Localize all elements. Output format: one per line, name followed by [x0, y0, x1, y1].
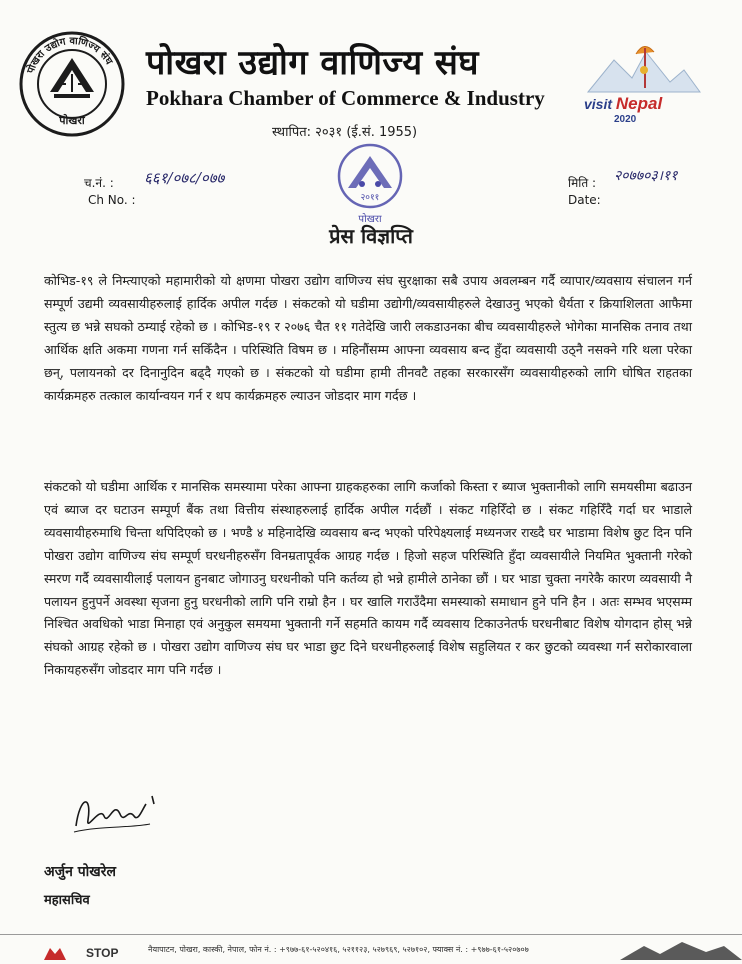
ref-label-en: Ch No. : [88, 193, 136, 207]
visit-nepal-logo [584, 42, 702, 128]
org-seal-logo [18, 30, 126, 138]
date-value: २०७७०३।११ [614, 168, 678, 184]
signatory-title: महासचिव [44, 893, 90, 908]
stop-hand-icon [42, 944, 68, 960]
ref-number: ६६१/०७८/०७७ [144, 169, 225, 187]
nepal-word: Nepal [615, 94, 663, 113]
date-label-en: Date: [568, 193, 601, 207]
footer-mountain-icon [620, 940, 742, 960]
established-line: स्थापित: २०३१ (ई.सं. 1955) [272, 125, 418, 140]
official-stamp [318, 142, 422, 226]
stop-label: STOP [86, 946, 119, 960]
paragraph-1: कोभिड-१९ ले निम्त्याएको महामारीको यो क्षणमा पोखरा उद्योग वाणिज्य संघ सुरक्षाका सबै उपाय अवलम्बन गर्दै व्यापार/व्यवसाय संचालन गर्न सम्पूर्ण उद्यमी व्यवसायीहरुलाई हार्दिक अपील गर्दछ । संकटको यो घडीमा उद्योगी/व्यवसायीहरुले देखाउनु भएको धैर्यता र क्रियाशिलता आफैमा स्तुत्य छ भन्ने सघको ठम्याई रहेको छ । कोभिड-१९ र २०७६ चैत ११ गतेदेखि जारी लकडाउनका बीच व्यवसायीहरुले भोगेका मानसिक तनाव तथा आर्थिक क्षति अकमा गणना गर्न सकिँदैन । परिस्थिति विषम छ । महिनौंसम्म आफ्ना व्यवसाय बन्द हुँदा व्यवसायी उठ्नै नसक्ने गरि थला परेका छन्, पलायनको दर दिनानुदिन बढ्दै गएको छ । संकटको यो घडीमा हामी तीनवटै तहका सरकारसँग व्यवसायीहरुको लागि घोषित राहतका कार्यक्रमहरु तत्काल कार्यान्वयन गर्न र थप कार्यक्रमहरु ल्याउन जोडदार माग गर्दछ । [44, 273, 692, 403]
visit-word: visit [584, 96, 613, 112]
stamp-place: पोखरा [358, 214, 382, 225]
paragraph-2: संकटको यो घडीमा आर्थिक र मानसिक समस्यामा परेका आफ्ना ग्राहकहरुका लागि कर्जाको किस्ता र ब्याज भुक्तानीको लागि समयसीमा बढाउन एवं ब्याज दर घटाउन सम्पूर्ण बैंक तथा वित्तीय संस्थाहरुलाई हार्दिक अपील गर्दछौं । संकट गहिरिँदो छ । संकट गहिरिँदै गर्दा घर भाडाले व्यवसायीहरुमाथि चिन्ता थपिदिएको छ । भण्डै ४ महिनादेखि व्यवसाय बन्द भएको परिपेक्ष्यलाई मध्यनजर राख्दै घर भाडामा विशेष छुट दिन पनि पोखरा उद्योग वाणिज्य संघ सम्पूर्ण घरधनीहरुसँग विनम्रतापूर्वक आग्रह गर्दछ । हिजो सहज परिस्थिति हुँदा व्यवसायीले नियमित भुक्तानी गरेको स्मरण गर्दै व्यवसायीलाई पलायन हुनबाट जोगाउनु घरधनीको पनि कर्तव्य हो भन्ने हामीले ठानेका छौं । घर भाडा चुक्ता नगरेकै कारण व्यवसायी नै पलायन हुनुपर्ने अवस्था सृजना हुनु घरधनीको लागि पनि राम्रो हैन । घर खालि गराउँदैमा समस्याको समाधान हुने पनि हैन । अतः सम्भव भएसम्म निश्चित अवधिको भाडा मिनाहा एवं अनुकुल समयमा भुक्तानी गर्ने सहमति कायम गर्दै व्यवसाय टिकाउनेतर्फ घरधनीबाट विशेष योगदान होस् भन्ने संघको आग्रह रहेको छ । पोखरा उद्योग वाणिज्य संघ घर भाडा छुट दिने घरधनीहरुलाई विशेष सहुलियत र कर छुटको व्यवस्था गर्न सरोकारवाला निकायहरुसँग जोडदार माग पनि गर्दछ । [44, 479, 692, 678]
signature-mark [70, 786, 162, 846]
org-name-nepali: पोखरा उद्योग वाणिज्य संघ [146, 43, 479, 83]
footer-address: नैयापाटन, पोखरा, कास्की, नेपाल, फोन नं. : +९७७-६१-५२०४१६, ५२११२३, ५२७९६९, ५२७१०२, फ्याक्स नं. : +९७७-६१-५२०७०७ [148, 945, 529, 954]
visit-nepal-icon [584, 42, 702, 94]
stamp-year: २०११ [360, 193, 380, 203]
ref-label-np: च.नं. : [84, 176, 114, 190]
footer-divider [0, 934, 742, 935]
visit-nepal-year: 2020 [614, 114, 637, 125]
org-name-english: Pokhara Chamber of Commerce & Industry [146, 86, 545, 110]
press-release-title: प्रेस विज्ञप्ति [329, 224, 413, 248]
date-label-np: मिति : [568, 176, 597, 190]
signatory-name: अर्जुन पोखरेल [44, 864, 116, 880]
visit-nepal-wordmark [584, 94, 662, 114]
seal-top-text: पोखरा उद्योग वाणिज्य संघ [25, 35, 115, 76]
seal-bottom-text: पोखरा [59, 114, 85, 127]
